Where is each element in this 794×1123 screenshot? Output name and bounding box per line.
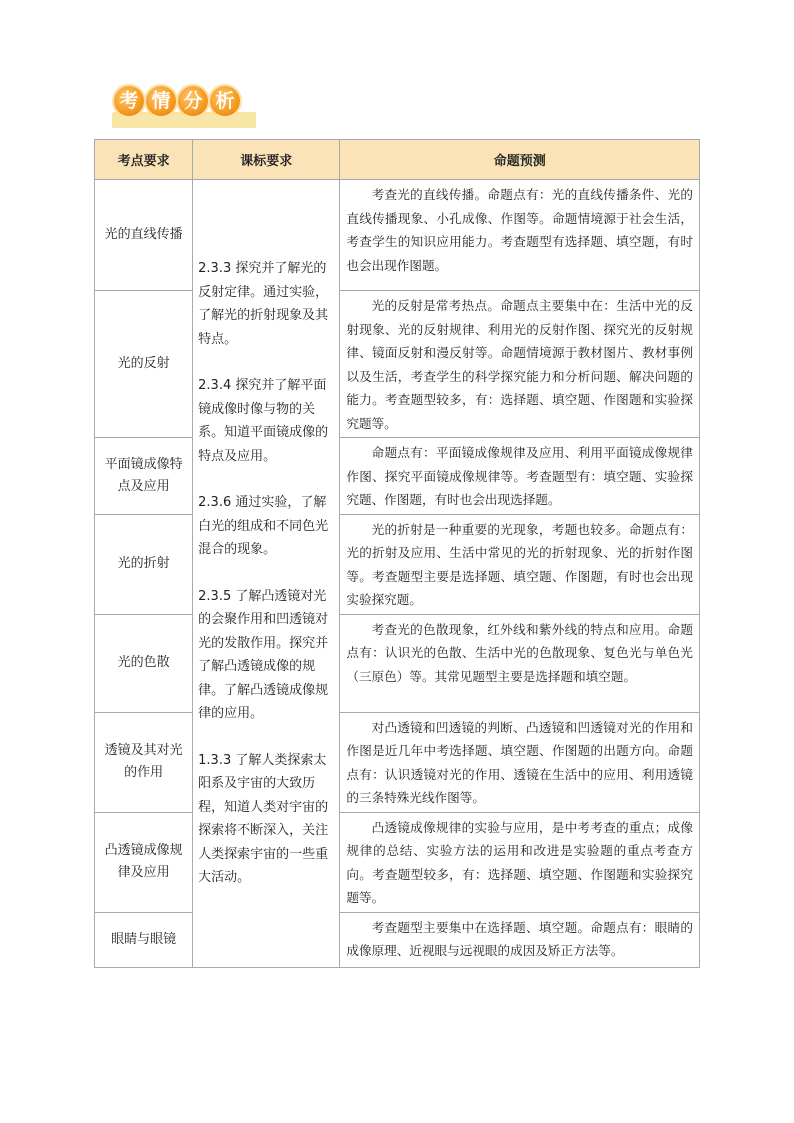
prediction-cell: [340, 291, 700, 438]
topic-cell: 光的反射: [95, 291, 193, 438]
prediction-text: 命题点有：平面镜成像规律及应用、利用平面镜成像规律作图、探究平面镜成像规律等。考查题型有：填空题、实验探究题、作图题，有时也会出现选择题。: [346, 445, 693, 507]
table-row: [95, 912, 700, 967]
prediction-cell: [340, 912, 700, 967]
topic-cell: 光的色散: [95, 614, 193, 712]
table-row: [95, 812, 700, 912]
table-row: [95, 180, 700, 291]
table-header-row: [95, 140, 700, 180]
title-char: 情: [146, 86, 176, 116]
topic-cell: 平面镜成像特点及应用: [95, 438, 193, 515]
section-title: [114, 86, 240, 116]
header-standard: 课标要求: [193, 140, 340, 180]
section-title-badge: [108, 82, 256, 132]
prediction-text: 凸透镜成像规律的实验与应用，是中考考查的重点；成像规律的总结、实验方法的运用和改进是实验题的重点考查方向。考查题型较多，有：选择题、填空题、作图题和实验探究题等。: [346, 819, 693, 905]
prediction-text: 光的折射是一种重要的光现象，考题也较多。命题点有：光的折射及应用、生活中常见的光的折射现象、光的折射作图等。考查题型主要是选择题、填空题、作图题，有时也会出现实验探究题。: [346, 521, 693, 607]
standard-item: 1.3.3 了解人类探索太阳系及宇宙的大致历程，知道人类对宇宙的探索将不断深入，关注人类探索宇宙的一些重大活动。: [198, 752, 329, 885]
table-row: [95, 514, 700, 614]
standard-item: 2.3.6 通过实验，了解白光的组成和不同色光混合的现象。: [198, 495, 329, 557]
title-char: 析: [210, 86, 240, 116]
prediction-cell: [340, 712, 700, 812]
prediction-cell: [340, 614, 700, 712]
table-row: [95, 712, 700, 812]
prediction-text: 对凸透镜和凹透镜的判断、凸透镜和凹透镜对光的作用和作图是近几年中考选择题、填空题、作图题的出题方向。命题点有：认识透镜对光的作用、透镜在生活中的应用、利用透镜的三条特殊光线作图等。: [346, 719, 693, 805]
topic-cell: 光的直线传播: [95, 180, 193, 291]
title-char: 考: [114, 86, 144, 116]
header-topic: 考点要求: [95, 140, 193, 180]
topic-cell: 眼睛与眼镜: [95, 912, 193, 967]
standard-item: 2.3.5 了解凸透镜对光的会聚作用和凹透镜对光的发散作用。探究并了解凸透镜成像的规律。了解凸透镜成像规律的应用。: [198, 588, 329, 721]
table-row: [95, 438, 700, 515]
topic-cell: 光的折射: [95, 514, 193, 614]
standard-item: 2.3.3 探究并了解光的反射定律。通过实验，了解光的折射现象及其特点。: [198, 261, 329, 347]
prediction-text: 考查光的直线传播。命题点有：光的直线传播条件、光的直线传播现象、小孔成像、作图等。命题情境源于社会生活，考查学生的知识应用能力。考查题型有选择题、填空题，有时也会出现作图题。: [346, 187, 693, 273]
curriculum-standards-cell: [193, 180, 340, 968]
exam-analysis-table: [94, 139, 700, 968]
topic-cell: 凸透镜成像规律及应用: [95, 812, 193, 912]
prediction-cell: [340, 438, 700, 515]
topic-cell: 透镜及其对光的作用: [95, 712, 193, 812]
title-char: 分: [178, 86, 208, 116]
prediction-text: 考查题型主要集中在选择题、填空题。命题点有：眼睛的成像原理、近视眼与远视眼的成因及矫正方法等。: [346, 919, 693, 958]
prediction-cell: [340, 180, 700, 291]
standard-item: 2.3.4 探究并了解平面镜成像时像与物的关系。知道平面镜成像的特点及应用。: [198, 378, 329, 464]
prediction-text: 考查光的色散现象，红外线和紫外线的特点和应用。命题点有：认识光的色散、生活中光的色散现象、复色光与单色光（三原色）等。其常见题型主要是选择题和填空题。: [346, 621, 693, 684]
table-row: [95, 291, 700, 438]
header-prediction: 命题预测: [340, 140, 700, 180]
prediction-cell: [340, 812, 700, 912]
prediction-cell: [340, 514, 700, 614]
prediction-text: 光的反射是常考热点。命题点主要集中在：生活中光的反射现象、光的反射规律、利用光的反射作图、探究光的反射规律、镜面反射和漫反射等。命题情境源于教材图片、教材事例以及生活，考查学生的科学探究能力和分析问题、解决问题的能力。考查题型较多，有：选择题、填空题、作图题和实验探究题等。: [346, 298, 693, 431]
table-row: [95, 614, 700, 712]
